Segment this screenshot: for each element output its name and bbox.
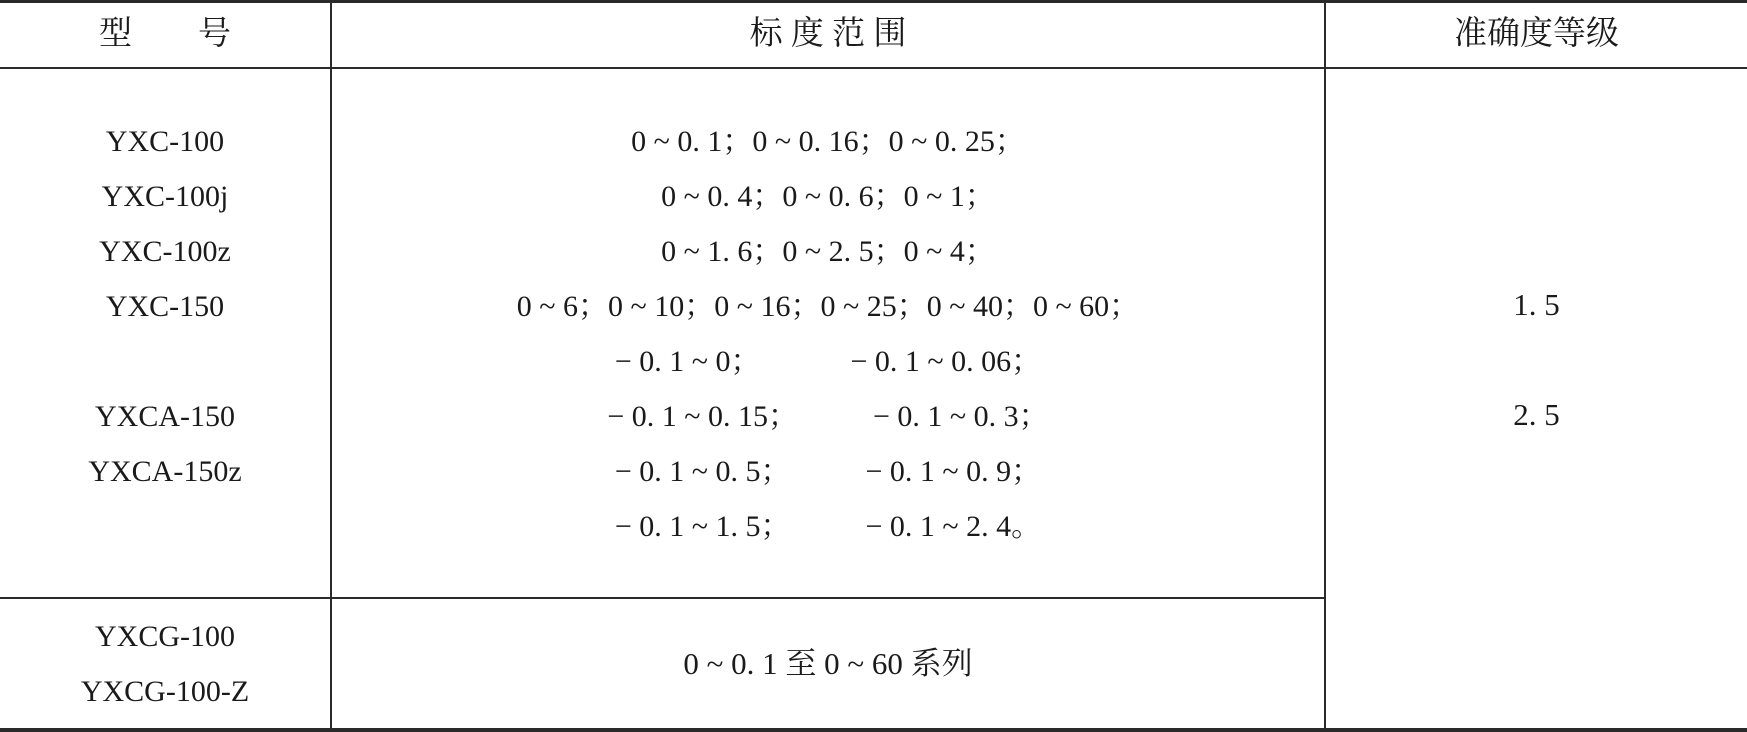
group-divider-rule <box>0 597 1326 599</box>
range-cell: 0 ~ 1. 6；0 ~ 2. 5；0 ~ 4； <box>661 235 995 268</box>
range-cell: − 0. 1 ~ 0. 15； − 0. 1 ~ 0. 3； <box>607 400 1049 433</box>
model-cell: YXCA-150z <box>88 455 242 488</box>
group1-range-list <box>332 114 1324 554</box>
range-cell: − 0. 1 ~ 1. 5； − 0. 1 ~ 2. 4。 <box>614 510 1042 543</box>
header-accuracy: 准确度等级 <box>1454 16 1619 52</box>
header-bottom-rule <box>0 67 1747 69</box>
accuracy-value: 1. 5 <box>1513 287 1560 322</box>
column-divider-range <box>1324 0 1326 730</box>
group2-range-cell: 0 ~ 0. 1 至 0 ~ 60 系列 <box>683 646 973 681</box>
model-cell: YXCA-150 <box>95 400 235 433</box>
table-bottom-rule <box>0 728 1747 732</box>
range-cell: 0 ~ 0. 4；0 ~ 0. 6；0 ~ 1； <box>661 180 995 213</box>
model-cell: YXCG-100 <box>95 620 235 653</box>
header-range: 标 度 范 围 <box>749 16 907 52</box>
range-cell: − 0. 1 ~ 0. 5； − 0. 1 ~ 0. 9； <box>614 455 1042 488</box>
group1-model-list <box>0 114 330 499</box>
range-cell: 0 ~ 6；0 ~ 10；0 ~ 16；0 ~ 25；0 ~ 40；0 ~ 60； <box>516 290 1140 323</box>
model-cell: YXC-100z <box>99 235 231 268</box>
table-top-rule <box>0 0 1747 3</box>
range-cell: − 0. 1 ~ 0； − 0. 1 ~ 0. 06； <box>614 345 1042 378</box>
range-cell: 0 ~ 0. 1；0 ~ 0. 16；0 ~ 0. 25； <box>631 125 1025 158</box>
accuracy-value: 2. 5 <box>1513 397 1560 432</box>
model-cell: YXC-100j <box>101 180 229 213</box>
model-cell: YXCG-100-Z <box>80 675 250 708</box>
group2-model-list <box>0 609 330 719</box>
model-cell: YXC-150 <box>105 290 225 323</box>
model-cell: YXC-100 <box>105 125 225 158</box>
header-model: 型 号 <box>99 16 231 52</box>
